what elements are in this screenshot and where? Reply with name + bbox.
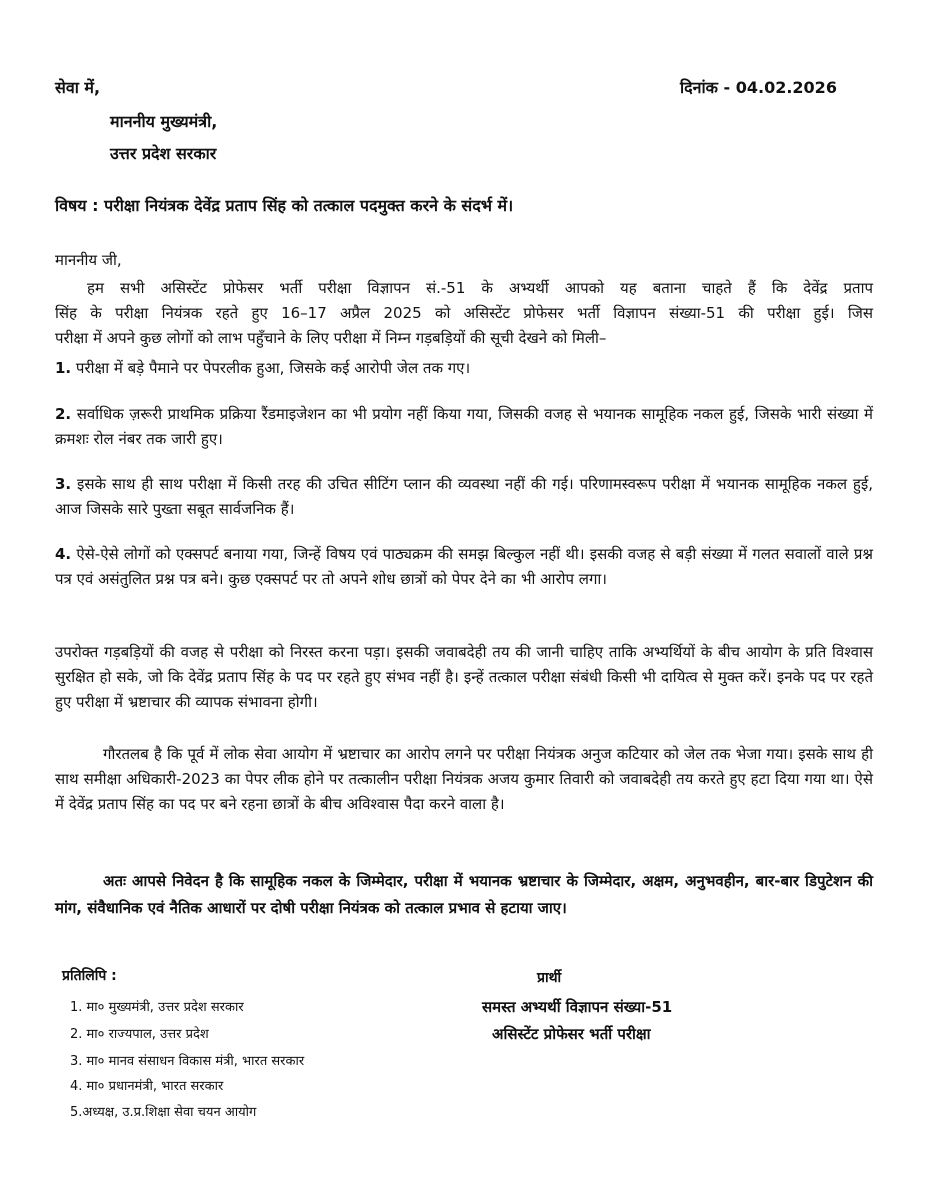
copy-to-label: प्रतिलिपि : xyxy=(62,968,117,984)
greeting: माननीय जी, xyxy=(55,251,122,269)
point-item xyxy=(55,356,873,381)
body-paragraph: उपरोक्त गड़बड़ियों की वजह से परीक्षा को निरस्त करना पड़ा। इसकी जवाबदेही तय की जानी चाहिए ताकि अभ्यर्थियों के बीच आयोग के प्रति विश्वास सुरक्षित हो सके, जो कि देवेंद्र प्रताप सिंह के पद पर रहते हुए संभव नहीं है। इन्हें तत्काल परीक्षा संबंधी किसी भी दायित्व से मुक्त करें। इनके पद पर रहते हुए परीक्षा में भ्रष्टाचार की व्यापक संभावना होगी। xyxy=(55,643,873,711)
point-number: 1. xyxy=(55,359,72,377)
copy-to-item: 1. मा० मुख्यमंत्री, उत्तर प्रदेश सरकार xyxy=(70,1000,244,1015)
intro-line: परीक्षा में अपने कुछ लोगों को लाभ पहुँचाने के लिए परीक्षा में निम्न गड़बड़ियों की सूची देखने को मिली– xyxy=(55,329,607,347)
point-item xyxy=(55,472,873,522)
addressee-office: उत्तर प्रदेश सरकार xyxy=(110,144,217,163)
point-item xyxy=(55,402,873,452)
point-number: 3. xyxy=(55,475,72,493)
intro-line: हम सभी असिस्टेंट प्रोफेसर भर्ती परीक्षा विज्ञापन सं.-51 के अभ्यर्थी आपको यह बताना चाहते हैं कि देवेंद्र प्रताप xyxy=(87,279,873,297)
point-text: ऐसे-ऐसे लोगों को एक्सपर्ट बनाया गया, जिन्हें विषय एवं पाठ्यक्रम की समझ बिल्कुल नहीं थी। इसकी वजह से बड़ी संख्या में गलत सवालों वाले प्रश्न पत्र एवं असंतुलित प्रश्न पत्र बने। कुछ एक्सपर्ट पर तो अपने शोध छात्रों को पेपर देने का भी आरोप लगा। xyxy=(55,545,873,588)
point-item xyxy=(55,542,873,592)
point-text: परीक्षा में बड़े पैमाने पर पेपरलीक हुआ, जिसके कई आरोपी जेल तक गए। xyxy=(75,359,471,377)
applicant-group: समस्त अभ्यर्थी विज्ञापन संख्या-51 xyxy=(482,998,673,1016)
applicant-exam: असिस्टेंट प्रोफेसर भर्ती परीक्षा xyxy=(492,1025,651,1043)
salutation-to: सेवा में, xyxy=(55,78,101,97)
request-paragraph: अतः आपसे निवेदन है कि सामूहिक नकल के जिम्मेदार, परीक्षा में भयानक भ्रष्टाचार के जिम्मेदार, अक्षम, अनुभवहीन, बार-बार डिपुटेशन की मांग, संवैधानिक एवं नैतिक आधारों पर दोषी परीक्षा नियंत्रक को तत्काल प्रभाव से हटाया जाए। xyxy=(55,872,873,917)
body-paragraph: गौरतलब है कि पूर्व में लोक सेवा आयोग में भ्रष्टाचार का आरोप लगने पर परीक्षा नियंत्रक अनुज कटियार को जेल तक भेजा गया। इसके साथ ही साथ समीक्षा अधिकारी-2023 का पेपर लीक होने पर तत्कालीन परीक्षा नियंत्रक अजय कुमार तिवारी को जवाबदेही तय करते हुए हटा दिया गया था। ऐसे में देवेंद्र प्रताप सिंह का पद पर बने रहना छात्रों के बीच अविश्वास पैदा करने वाला है। xyxy=(55,745,873,813)
copy-to-item: 5.अध्यक्ष, उ.प्र.शिक्षा सेवा चयन आयोग xyxy=(70,1105,257,1120)
point-number: 2. xyxy=(55,405,72,423)
point-text: सर्वाधिक ज़रूरी प्राथमिक प्रक्रिया रैंडमाइजेशन का भी प्रयोग नहीं किया गया, जिसकी वजह से भयानक सामूहिक नकल हुई, जिसके भारी संख्या में क्रमशः रोल नंबर तक जारी हुए। xyxy=(55,405,873,448)
applicant-label: प्रार्थी xyxy=(537,970,562,986)
copy-to-item: 4. मा० प्रधानमंत्री, भारत सरकार xyxy=(70,1079,224,1094)
addressee-title: माननीय मुख्यमंत्री, xyxy=(110,112,218,131)
copy-to-item: 2. मा० राज्यपाल, उत्तर प्रदेश xyxy=(70,1027,209,1042)
point-number: 4. xyxy=(55,545,72,563)
copy-to-item: 3. मा० मानव संसाधन विकास मंत्री, भारत सरकार xyxy=(70,1054,305,1069)
letter-date: दिनांक - 04.02.2026 xyxy=(680,78,837,97)
point-text: इसके साथ ही साथ परीक्षा में किसी तरह की उचित सीटिंग प्लान की व्यवस्था नहीं की गई। परिणामस्वरूप परीक्षा में भयानक सामूहिक नकल हुई, आज जिसके सारे पुख्ता सबूत सार्वजनिक हैं। xyxy=(55,475,873,518)
letter-subject: विषय : परीक्षा नियंत्रक देवेंद्र प्रताप सिंह को तत्काल पदमुक्त करने के संदर्भ में। xyxy=(55,196,514,215)
intro-line: सिंह के परीक्षा नियंत्रक रहते हुए 16–17 अप्रैल 2025 को असिस्टेंट प्रोफेसर भर्ती विज्ञापन संख्या-51 की परीक्षा हुई। जिस xyxy=(55,304,873,322)
